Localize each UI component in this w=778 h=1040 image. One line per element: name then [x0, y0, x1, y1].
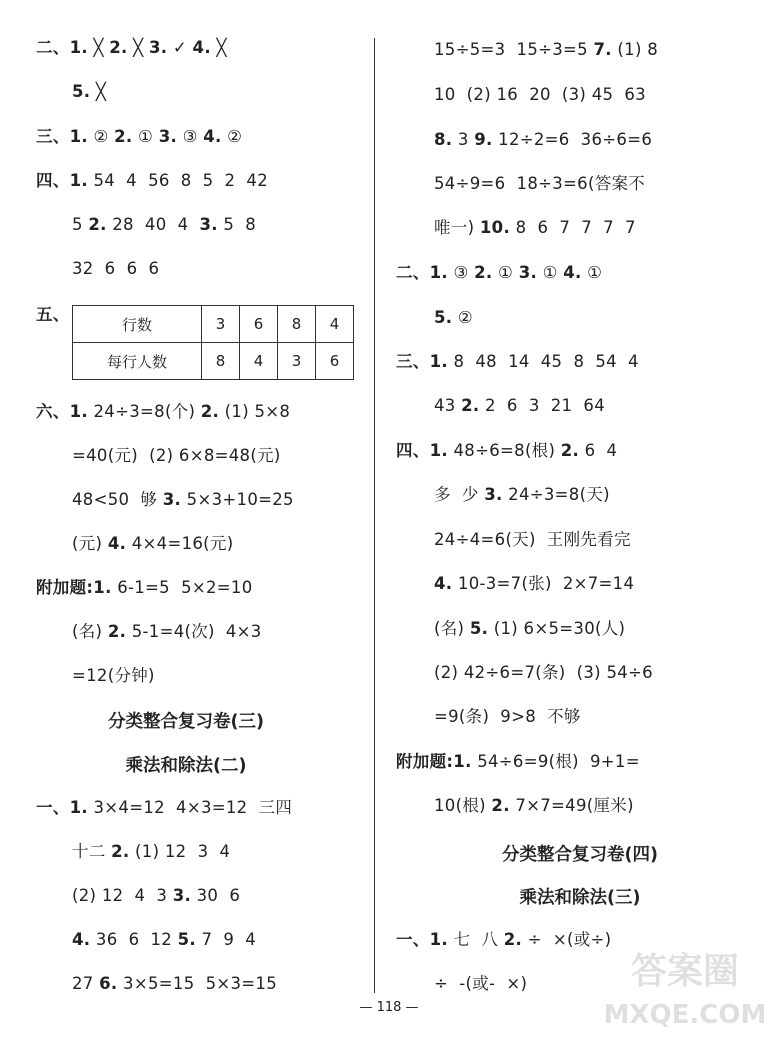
table-cell: 3	[278, 343, 316, 380]
answer-line: =9(条) 9>8 不够	[434, 707, 581, 726]
answer-line: 一、1. 七 八 2. ÷ ×(或÷)	[396, 930, 612, 949]
answer-line: 三、1. 8 48 14 45 8 54 4	[396, 352, 639, 371]
answer-line: 一、1. 3×4=12 4×3=12 三四	[36, 798, 293, 817]
table-cell: 3	[202, 306, 240, 343]
answer-line: (名) 2. 5-1=4(次) 4×3	[72, 622, 262, 641]
table-cell: 行数	[73, 306, 202, 343]
answer-line: 5. ②	[434, 308, 473, 327]
answer-line: 48<50 够 3. 5×3+10=25	[72, 490, 294, 509]
table-cell: 8	[202, 343, 240, 380]
page-number: — 118 —	[359, 1000, 419, 1015]
table-cell: 6	[240, 306, 278, 343]
answer-line: 4. 36 6 12 5. 7 9 4	[72, 930, 257, 949]
answer-line: 附加题:1. 6-1=5 5×2=10	[36, 578, 253, 597]
answer-line: =12(分钟)	[72, 666, 155, 685]
answer-line: 五、	[36, 305, 70, 324]
section-title: 分类整合复习卷(四)	[502, 845, 658, 865]
answer-line: (名) 5. (1) 6×5=30(人)	[434, 619, 626, 638]
answer-line: 4. 10-3=7(张) 2×7=14	[434, 574, 635, 593]
answer-line: (2) 12 4 3 3. 30 6	[72, 886, 241, 905]
table-row	[73, 306, 354, 343]
answer-line: 唯一) 10. 8 6 7 7 7 7	[434, 218, 636, 237]
answer-line: 5. ╳	[72, 82, 107, 101]
answer-line: 四、1. 48÷6=8(根) 2. 6 4	[396, 441, 618, 460]
answer-table	[72, 305, 354, 380]
table-cell: 4	[316, 306, 354, 343]
answer-line: 十二 2. (1) 12 3 4	[72, 842, 231, 861]
column-divider	[374, 38, 375, 993]
section-subtitle: 乘法和除法(三)	[519, 888, 641, 908]
section-subtitle: 乘法和除法(二)	[125, 756, 247, 776]
answer-line: 四、1. 54 4 56 8 5 2 42	[36, 171, 269, 190]
answer-line: 二、1. ╳ 2. ╳ 3. ✓ 4. ╳	[36, 38, 227, 57]
answer-line: (2) 42÷6=7(条) (3) 54÷6	[434, 663, 653, 682]
answer-line: 三、1. ② 2. ① 3. ③ 4. ②	[36, 127, 243, 146]
answer-line: 10(根) 2. 7×7=49(厘米)	[434, 796, 634, 815]
table-cell: 4	[240, 343, 278, 380]
answer-line: 32 6 6 6	[72, 259, 160, 278]
answer-line: 六、1. 24÷3=8(个) 2. (1) 5×8	[36, 402, 291, 421]
answer-line: =40(元) (2) 6×8=48(元)	[72, 446, 281, 465]
answer-line: 二、1. ③ 2. ① 3. ① 4. ①	[396, 263, 603, 282]
answer-line: 多 少 3. 24÷3=8(天)	[434, 485, 610, 504]
answer-line: 54÷9=6 18÷3=6(答案不	[434, 174, 646, 193]
answer-line: (元) 4. 4×4=16(元)	[72, 534, 234, 553]
answer-line: 24÷4=6(天) 王刚先看完	[434, 530, 631, 549]
table-row	[73, 343, 354, 380]
table-cell: 6	[316, 343, 354, 380]
table-cell: 每行人数	[73, 343, 202, 380]
answer-line: ÷ -(或- ×)	[434, 974, 528, 993]
answer-line: 27 6. 3×5=15 5×3=15	[72, 974, 278, 993]
watermark-text: 答案圈	[630, 951, 740, 992]
answer-line: 15÷5=3 15÷3=5 7. (1) 8	[434, 40, 659, 59]
watermark-url: MXQE.COM	[603, 1000, 767, 1030]
table-cell: 8	[278, 306, 316, 343]
watermark-logo	[600, 935, 770, 1035]
answer-line: 附加题:1. 54÷6=9(根) 9+1=	[396, 752, 640, 771]
answer-line: 5 2. 28 40 4 3. 5 8	[72, 215, 257, 234]
answer-line: 8. 3 9. 12÷2=6 36÷6=6	[434, 130, 653, 149]
answer-line: 10 (2) 16 20 (3) 45 63	[434, 85, 646, 104]
section-title: 分类整合复习卷(三)	[108, 712, 264, 732]
answer-line: 43 2. 2 6 3 21 64	[434, 396, 605, 415]
